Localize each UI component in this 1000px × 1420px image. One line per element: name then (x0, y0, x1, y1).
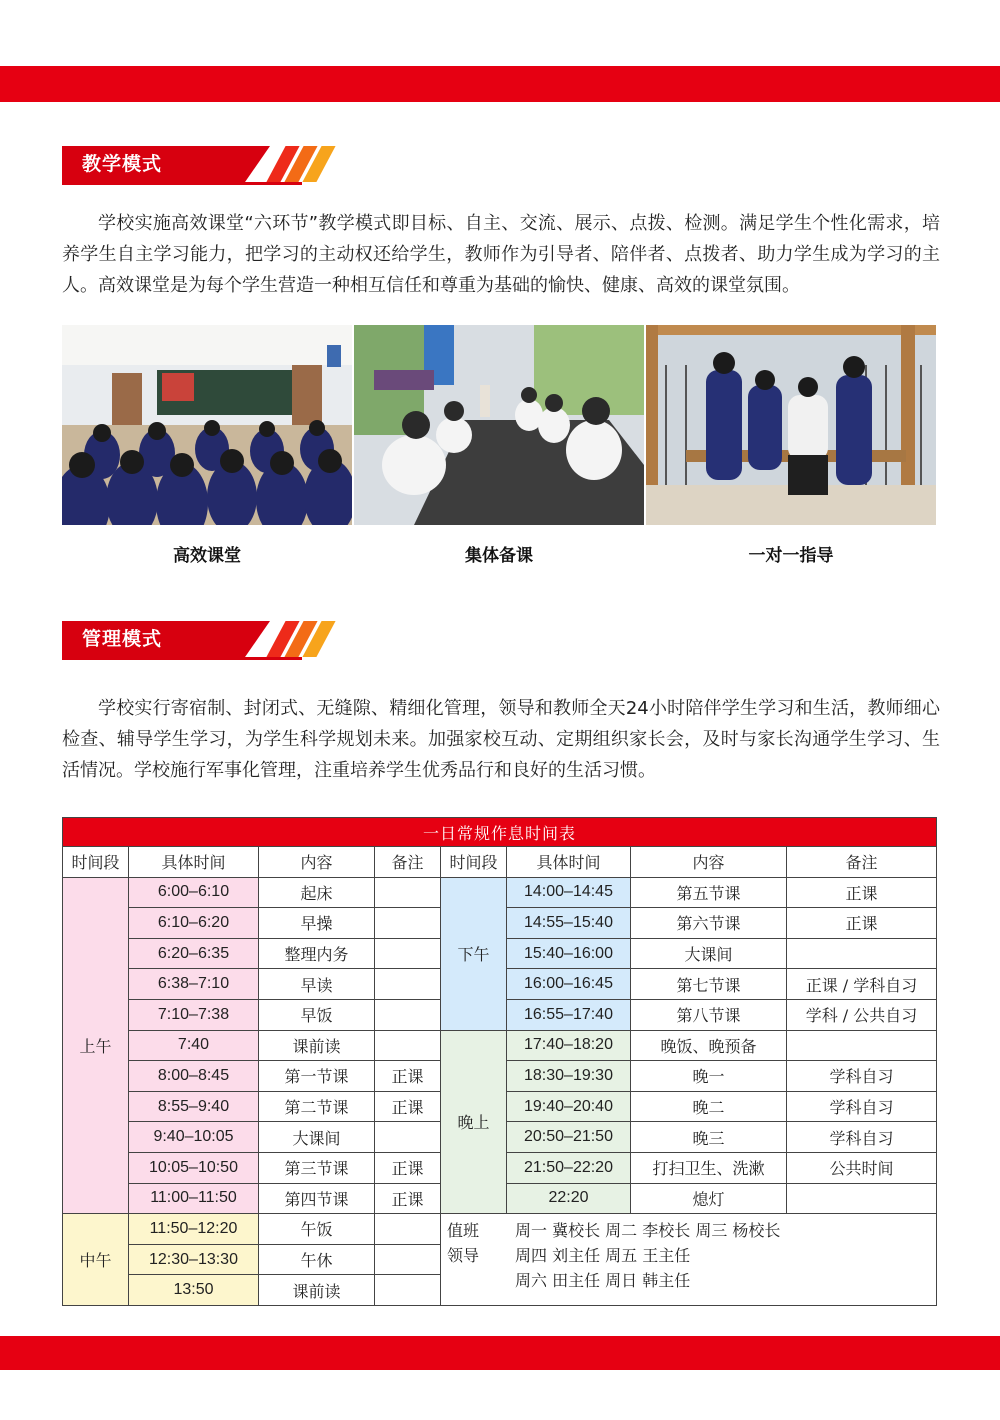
right-note: 学科 / 公共自习 (787, 999, 937, 1030)
right-time: 22:20 (507, 1183, 631, 1214)
left-note (375, 1244, 441, 1275)
duty-label-1: 值班 (447, 1221, 480, 1241)
right-note: 正课 / 学科自习 (787, 969, 937, 1000)
right-content: 大课间 (631, 938, 787, 969)
right-note: 学科自习 (787, 1122, 937, 1153)
header-content-left: 内容 (259, 847, 375, 878)
period-afternoon: 下午 (441, 877, 507, 1030)
left-content: 第四节课 (259, 1183, 375, 1214)
duty-line-3: 周六 田主任 周日 韩主任 (515, 1271, 691, 1291)
caption-3: 一对一指导 (748, 546, 834, 566)
left-note: 正课 (375, 1152, 441, 1183)
right-note: 正课 (787, 908, 937, 939)
right-time: 14:00–14:45 (507, 877, 631, 908)
header-time-left: 具体时间 (129, 847, 259, 878)
header-period-left: 时间段 (63, 847, 129, 878)
caption-1: 高效课堂 (173, 546, 241, 566)
left-note: 正课 (375, 1061, 441, 1092)
right-note: 正课 (787, 877, 937, 908)
photo-one-on-one (646, 325, 936, 525)
bottom-red-band (0, 1336, 1000, 1370)
right-note (787, 1183, 937, 1214)
right-time: 20:50–21:50 (507, 1122, 631, 1153)
right-content: 熄灯 (631, 1183, 787, 1214)
right-time: 16:00–16:45 (507, 969, 631, 1000)
left-content: 课前读 (259, 1030, 375, 1061)
period-noon: 中午 (63, 1214, 129, 1306)
left-time: 11:00–11:50 (129, 1183, 259, 1214)
top-red-band (0, 66, 1000, 102)
left-content: 早操 (259, 908, 375, 939)
left-time: 13:50 (129, 1275, 259, 1306)
section-title-teaching: 教学模式 (82, 153, 163, 175)
left-content: 午休 (259, 1244, 375, 1275)
left-note (375, 999, 441, 1030)
right-content: 晚饭、晚预备 (631, 1030, 787, 1061)
section-header-management (62, 621, 342, 657)
left-note (375, 1122, 441, 1153)
left-content: 课前读 (259, 1275, 375, 1306)
left-note (375, 969, 441, 1000)
left-content: 起床 (259, 877, 375, 908)
section-title-management: 管理模式 (82, 628, 163, 650)
photo-lesson-planning (354, 325, 644, 525)
photo-classroom (62, 325, 352, 525)
right-time: 14:55–15:40 (507, 908, 631, 939)
header-content-right: 内容 (631, 847, 787, 878)
left-content: 第二节课 (259, 1091, 375, 1122)
teaching-paragraph: 学校实施高效课堂“六环节”教学模式即目标、自主、交流、展示、点拨、检测。满足学生个性化需求，培养学生自主学习能力，把学习的主动权还给学生，教师作为引导者、陪伴者、点拨者、助力学生成为学习的主人。高效课堂是为每个学生营造一种相互信任和尊重为基础的愉快、健康、高效的课堂氛围。 (62, 213, 940, 296)
duty-line-2: 周四 刘主任 周五 王主任 (515, 1246, 691, 1266)
section-header-teaching (62, 146, 342, 182)
left-time: 7:40 (129, 1030, 259, 1061)
left-content: 早读 (259, 969, 375, 1000)
right-content: 第五节课 (631, 877, 787, 908)
left-note (375, 908, 441, 939)
table-row (63, 1214, 937, 1245)
left-note (375, 1214, 441, 1245)
left-note (375, 938, 441, 969)
right-time: 15:40–16:00 (507, 938, 631, 969)
right-time: 16:55–17:40 (507, 999, 631, 1030)
right-time: 21:50–22:20 (507, 1152, 631, 1183)
left-time: 10:05–10:50 (129, 1152, 259, 1183)
left-note: 正课 (375, 1183, 441, 1214)
right-content: 晚二 (631, 1091, 787, 1122)
left-content: 午饭 (259, 1214, 375, 1245)
table-row (63, 1030, 937, 1061)
right-content: 第八节课 (631, 999, 787, 1030)
right-time: 17:40–18:20 (507, 1030, 631, 1061)
period-morning: 上午 (63, 877, 129, 1214)
right-note: 公共时间 (787, 1152, 937, 1183)
right-note (787, 938, 937, 969)
left-time: 8:55–9:40 (129, 1091, 259, 1122)
right-note: 学科自习 (787, 1061, 937, 1092)
right-content: 第六节课 (631, 908, 787, 939)
left-time: 11:50–12:20 (129, 1214, 259, 1245)
left-time: 6:10–6:20 (129, 908, 259, 939)
right-time: 18:30–19:30 (507, 1061, 631, 1092)
schedule-table (62, 817, 937, 1306)
right-content: 晚三 (631, 1122, 787, 1153)
left-time: 6:38–7:10 (129, 969, 259, 1000)
header-note-right: 备注 (787, 847, 937, 878)
left-note: 正课 (375, 1091, 441, 1122)
schedule-title: 一日常规作息时间表 (63, 818, 937, 847)
left-time: 12:30–13:30 (129, 1244, 259, 1275)
header-note-left: 备注 (375, 847, 441, 878)
right-content: 打扫卫生、洗漱 (631, 1152, 787, 1183)
right-note (787, 1030, 937, 1061)
duty-label-2: 领导 (447, 1246, 480, 1266)
right-content: 晚一 (631, 1061, 787, 1092)
duty-leaders (441, 1214, 937, 1306)
duty-line-1: 周一 冀校长 周二 李校长 周三 杨校长 (515, 1221, 781, 1241)
left-content: 第三节课 (259, 1152, 375, 1183)
left-content: 第一节课 (259, 1061, 375, 1092)
left-content: 整理内务 (259, 938, 375, 969)
left-time: 6:00–6:10 (129, 877, 259, 908)
right-content: 第七节课 (631, 969, 787, 1000)
left-time: 7:10–7:38 (129, 999, 259, 1030)
header-time-right: 具体时间 (507, 847, 631, 878)
caption-2: 集体备课 (465, 546, 533, 566)
left-note (375, 877, 441, 908)
left-content: 早饭 (259, 999, 375, 1030)
table-row (63, 877, 937, 908)
left-content: 大课间 (259, 1122, 375, 1153)
left-note (375, 1275, 441, 1306)
right-time: 19:40–20:40 (507, 1091, 631, 1122)
right-note: 学科自习 (787, 1091, 937, 1122)
header-period-right: 时间段 (441, 847, 507, 878)
period-evening: 晚上 (441, 1030, 507, 1214)
left-note (375, 1030, 441, 1061)
left-time: 8:00–8:45 (129, 1061, 259, 1092)
left-time: 9:40–10:05 (129, 1122, 259, 1153)
management-paragraph: 学校实行寄宿制、封闭式、无缝隙、精细化管理，领导和教师全天24小时陪伴学生学习和生活，教师细心检查、辅导学生学习，为学生科学规划未来。加强家校互动、定期组织家长会，及时与家长沟通学生学习、生活情况。学校施行军事化管理，注重培养学生优秀品行和良好的生活习惯。 (62, 698, 940, 781)
left-time: 6:20–6:35 (129, 938, 259, 969)
